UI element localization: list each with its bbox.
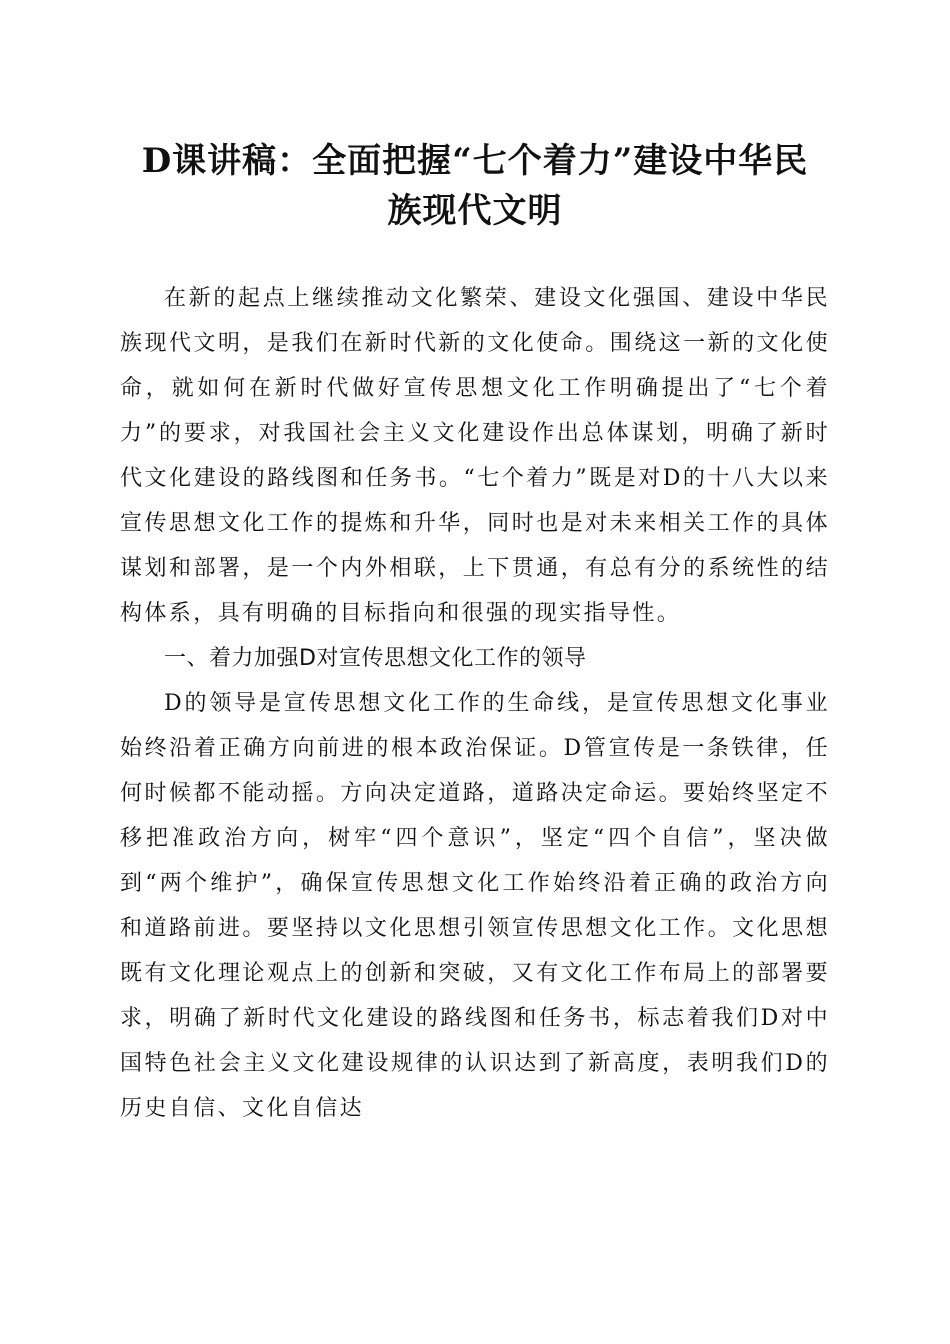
document-body [120, 276, 830, 1131]
title-line-1: D课讲稿：全面把握“七个着力”建设中华民 [141, 141, 809, 181]
intro-paragraph: 在新的起点上继续推动文化繁荣、建设文化强国、建设中华民族现代文明，是我们在新时代新的文化使命。围绕这一新的文化使命，就如何在新时代做好宣传思想文化工作明确提出了“七个着力”的要求，对我国社会主义文化建设作出总体谋划，明确了新时代文化建设的路线图和任务书。“七个着力”既是对D的十八大以来宣传思想文化工作的提炼和升华，同时也是对未来相关工作的具体谋划和部署，是一个内外相联，上下贯通，有总有分的系统性的结构体系，具有明确的目标指向和很强的现实指导性。 [120, 286, 830, 626]
title-line-2: 族现代文明 [387, 191, 563, 231]
section-heading-1: 一、着力加强D对宣传思想文化工作的领导 [164, 646, 587, 671]
document-title [100, 136, 850, 236]
section-1-paragraph: D的领导是宣传思想文化工作的生命线，是宣传思想文化事业始终沿着正确方向前进的根本政治保证。D管宣传是一条铁律，任何时候都不能动摇。方向决定道路，道路决定命运。要始终坚定不移把准政治方向，树牢“四个意识”，坚定“四个自信”，坚决做到“两个维护”，确保宣传思想文化工作始终沿着正确的政治方向和道路前进。要坚持以文化思想引领宣传思想文化工作。文化思想既有文化理论观点上的创新和突破，又有文化工作布局上的部署要求，明确了新时代文化建设的路线图和任务书，标志着我们D对中国特色社会主义文化建设规律的认识达到了新高度，表明我们D的历史自信、文化自信达 [120, 691, 830, 1121]
